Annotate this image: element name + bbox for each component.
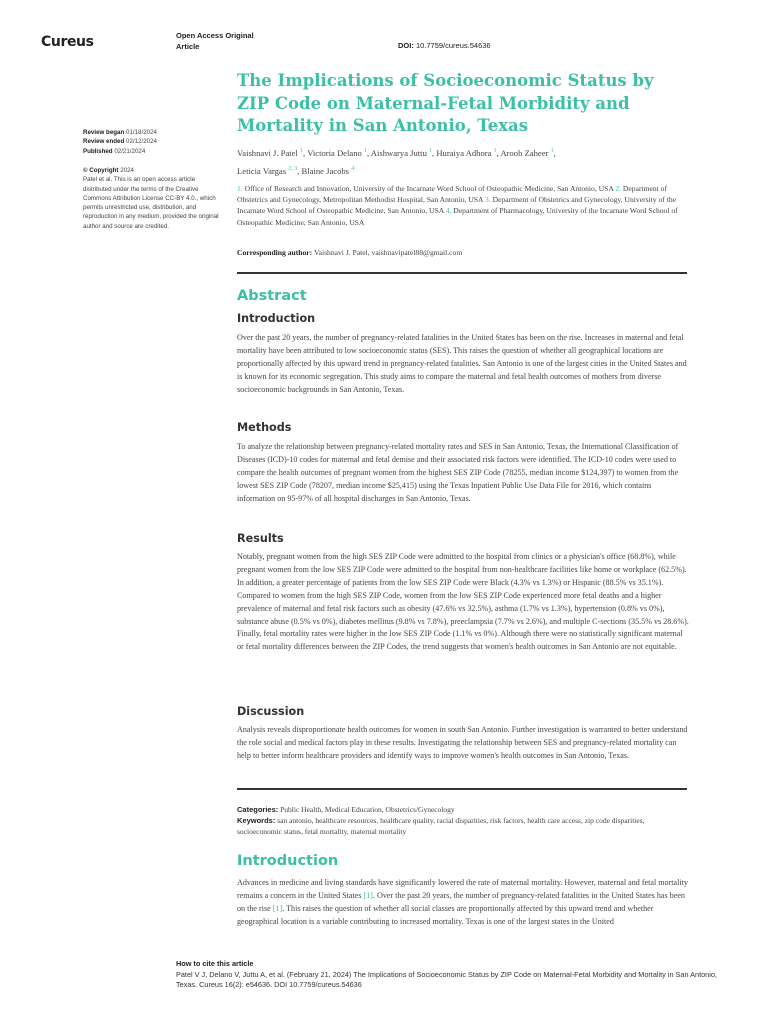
- abstract-discussion-text: Analysis reveals disproportionate health outcomes for women in south San Antonio. Further investigation is warranted to better understand the role social and medical factors play in these results. Investigating the relationship between SES and pregnancy-related mortality can help to better inform healthcare providers and identify ways to improve women's health outcomes in San Antonio, Texas.: [237, 725, 688, 760]
- review-began: Review began 01/18/2024: [83, 129, 157, 136]
- doi[interactable]: DOI: 10.7759/cureus.54636: [398, 41, 491, 50]
- how-to-cite-text: Patel V J, Delano V, Juttu A, et al. (February 21, 2024) The Implications of Socioeconomic Status by ZIP Code on Maternal-Fetal Morbidity and Mortality in San Antonio, Texas. Cureus 16(2): e54636. DOI 10.7759/cureus.54636: [176, 969, 717, 989]
- article-title: The Implications of Socioeconomic Status by ZIP Code on Maternal-Fetal Morbidity and Mortality in San Antonio, Texas: [237, 71, 654, 135]
- author[interactable]: Blaine Jacobs $^4$: [301, 165, 355, 176]
- article-type: Open Access Original Article: [176, 31, 254, 51]
- author[interactable]: Vaishnavi J. Patel $^1$: [237, 147, 304, 158]
- citation-link[interactable]: [1]: [272, 903, 283, 913]
- abstract-results-heading: Results: [237, 532, 284, 545]
- citation-link[interactable]: [1]: [363, 890, 373, 900]
- categories: Categories: Public Health, Medical Education, Obstetrics/Gynecology: [237, 805, 455, 814]
- author[interactable]: Aroob Zaheer $^1$: [500, 147, 554, 158]
- how-to-cite-heading: How to cite this article: [176, 959, 254, 968]
- author[interactable]: Aishwarya Juttu $^1$: [370, 147, 433, 158]
- abstract-methods-heading: Methods: [237, 421, 292, 434]
- review-dates: [83, 128, 223, 156]
- corresponding-author: Corresponding author: Vaishnavi J. Patel, vaishnavipatel88@gmail.com: [237, 248, 463, 257]
- published-date: Published 02/21/2024: [83, 147, 146, 155]
- affiliations: 1. Office of Research and Innovation, University of the Incarnate Word School of Osteopathic Medicine, San Antonio, USA 2. Department of Obstetrics and Gynecology, Metropolitan Methodist Hospital, San Antonio, USA 3. Department of Obstetrics and Gynecology, University of the Incarnate Word School of Osteopathic Medicine, San Antonio, USA 4. Department of Pharmacology, University of the Incarnate Word School of Osteopathic Medicine, San Antonio, USA: [237, 184, 678, 227]
- author[interactable]: Victoria Delano $^1$: [307, 147, 367, 158]
- introduction-heading: Introduction: [237, 853, 339, 869]
- copyright-notice: © Copyright 2024 Patel et al. This is an open access article distributed under the terms of the Creative Commons Attribution License CC-BY 4.0., which permits unrestricted use, distribution, and reproduction in any medium, provided the original author and source are credited.: [83, 167, 219, 230]
- author[interactable]: Leticia Vargas $^{2, 3}$: [237, 165, 298, 176]
- keywords: Keywords: san antonio, healthcare resources, healthcare quality, racial disparities, risk factors, health care access, zip code disparities, socioeconomic status, fetal mortality, maternal mortality: [237, 816, 645, 837]
- abstract-results-text: Notably, pregnant women from the high SES ZIP Code were admitted to the hospital from clinics or a physician's office (68.8%), while pregnant women from the low SES ZIP Code were admitted to the hospital from non-healthcare facilities like home or workplace (62.5%). In addition, a greater percentage of patients from the low SES ZIP Code were Black (4.3% vs 1.3%) or Hispanic (88.5% vs 35.1%). Compared to women from the high SES ZIP Code, women from the low SES ZIP Code experienced more fetal deaths and a higher prevalence of maternal and fetal risk factors such as obesity (47.6% vs 32.5%), asthma (1.7% vs 1.3%), hypertension (0.8% vs 0%), substance abuse (0.5% vs 0%), diabetes mellitus (9.8% vs 7.8%), preeclampsia (7.7% vs 2.6%), and multiple C-sections (35.5% vs 28.6%). Finally, fetal mortality rates were higher in the low SES ZIP Code (1.1% vs 0%). Although there were no statistically significant maternal or fetal mortality differences between the ZIP Codes, the trend suggests that women's health outcomes in San Antonio are not equitable.: [237, 552, 689, 652]
- author-list: Vaishnavi J. Patel $^1$, Victoria Delano $^1$, Aishwarya Juttu $^1$, Huraiya Adhora $^1$, Aroob Zaheer $^1$, Leticia Vargas $^{2, 3}$, Blaine Jacobs $^4$: [237, 147, 556, 176]
- author[interactable]: Huraiya Adhora $^1$: [436, 147, 497, 158]
- introduction-text: Advances in medicine and living standards have significantly lowered the rate of maternal mortality. However, maternal and fetal mortality remains a concern in the United States [1]. Over the past 20 years, the number of pregnancy-related fatalities in the United States has been on the rise [1]. This raises the question of whether all social classes are proportionally affected by this upward trend and whether geographical location is a variable contributing to increased mortality. Texas is one of the largest states in the United: [237, 878, 688, 926]
- categories-keywords: [237, 804, 689, 838]
- divider: [237, 788, 687, 790]
- review-ended: Review ended 02/12/2024: [83, 138, 157, 146]
- abstract-discussion-heading: Discussion: [237, 705, 305, 718]
- divider: [237, 272, 687, 274]
- abstract-heading: Abstract: [237, 288, 307, 304]
- journal-logo[interactable]: Cureus: [41, 34, 94, 50]
- abstract-introduction-text: Over the past 20 years, the number of pregnancy-related fatalities in the United States has been on the rise. Increases in maternal and fetal mortality have been attributed to low socioeconomic status (SES). This raises the question of whether all geographical locations are proportionally affected by this upward trend in pregnancy-related fatalities. San Antonio is one of the largest cities in the United States and is known for its economic segregation. This study aims to compare the maternal and fetal health outcomes of mothers from diverse socioeconomic backgrounds in San Antonio, Texas.: [237, 333, 687, 394]
- abstract-introduction-heading: Introduction: [237, 312, 316, 325]
- abstract-methods-text: To analyze the relationship between pregnancy-related mortality rates and SES in San Antonio, Texas, the International Classification of Diseases (ICD)-10 codes for maternal and fetal demise and their associated risk factors were identified. The ICD-10 codes were used to compare the health outcomes of pregnant women from the highest SES ZIP Code (78255, median income $124,397) to women from the lowest SES ZIP Code (78207, median income $25,415) using the Texas Inpatient Public Use Data File for 2016, which contains information on 95-97% of all hospital discharges in San Antonio, Texas.: [237, 442, 679, 503]
- how-to-cite: [176, 959, 736, 991]
